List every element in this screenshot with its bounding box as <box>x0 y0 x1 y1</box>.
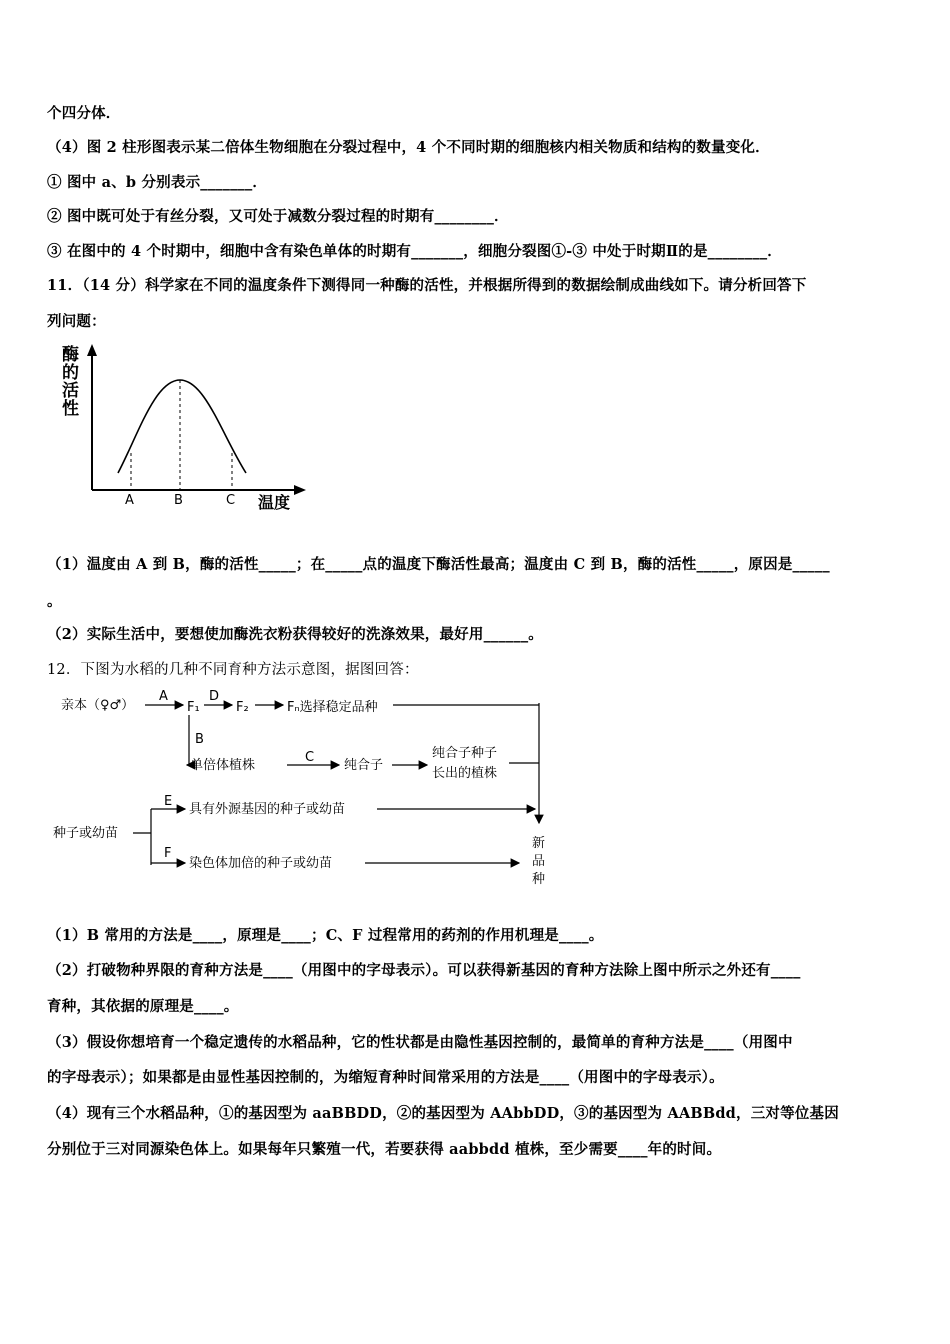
f1-label: F₁ <box>187 700 200 715</box>
homozygote-label: 纯合子 <box>344 758 384 773</box>
dashed-guides <box>131 380 232 490</box>
question-11-stem-cont: 列问题： <box>47 313 106 330</box>
text-line-4: ② 图中既可处于有丝分裂，又可处于减数分裂过程的时期有________． <box>47 208 509 225</box>
text-line-1: 个四分体． <box>47 105 121 122</box>
activity-curve <box>118 380 246 473</box>
breeding-methods-figure <box>47 685 557 895</box>
seed-or-seedling-label: 种子或幼苗 <box>53 826 119 841</box>
point-b-label: B <box>174 493 183 508</box>
axes <box>92 350 300 490</box>
y-label-char-1: 酶 <box>62 345 79 365</box>
homo-seed-label-1: 纯合子种子 <box>432 746 498 761</box>
question-12-part-1: （1）B 常用的方法是____，原理是____；C、F 过程常用的药剂的作用机理是____。 <box>47 927 604 944</box>
x-axis-label: 温度 <box>258 493 291 512</box>
question-12-part-3-cont: 的字母表示）；如果都是由显性基因控制的，为缩短育种时间常采用的方法是____（用图中的字母表示）。 <box>47 1069 724 1086</box>
step-d-label: D <box>209 689 220 704</box>
question-12-part-4: （4）现有三个水稻品种，①的基因型为 aaBBDD，②的基因型为 AAbbDD，③的基因型为 AABBdd，三对等位基因 <box>47 1105 839 1122</box>
step-f-label: F <box>164 846 172 861</box>
enzyme-activity-figure <box>60 340 310 515</box>
y-label-char-2: 的 <box>62 363 79 383</box>
step-b-label: B <box>195 732 204 747</box>
step-c-label: C <box>305 750 315 765</box>
foreign-gene-label: 具有外源基因的种子或幼苗 <box>189 802 346 817</box>
new-variety-char-2: 品 <box>532 854 546 869</box>
chromosome-doubled-label: 染色体加倍的种子或幼苗 <box>189 856 333 871</box>
question-12-part-3: （3）假设你想培育一个稳定遗传的水稻品种，它的性状都是由隐性基因控制的，最简单的育种方法是____（用图中 <box>47 1034 793 1051</box>
y-label-char-4: 性 <box>62 399 79 419</box>
x-axis-arrow <box>294 485 306 495</box>
new-variety-char-1: 新 <box>532 836 546 851</box>
question-11-part-2: （2）实际生活中，要想使加酶洗衣粉获得较好的洗涤效果，最好用______。 <box>47 626 543 643</box>
question-11-part-1: （1）温度由 A 到 B，酶的活性_____；在_____点的温度下酶活性最高；温度由 C 到 B，酶的活性_____，原因是_____ <box>47 556 830 573</box>
step-e-label: E <box>164 794 173 809</box>
question-11-part-1-end: 。 <box>47 593 62 610</box>
haploid-label: 单倍体植株 <box>190 758 256 773</box>
question-12-stem: 12．下图为水稻的几种不同育种方法示意图，据图回答： <box>47 662 419 678</box>
homo-seed-label-2: 长出的植株 <box>432 766 498 781</box>
breeding-arrows <box>133 703 539 865</box>
question-11-stem: 11．（14 分）科学家在不同的温度条件下测得同一种酶的活性，并根据所得到的数据绘制成曲线如下。请分析回答下 <box>47 277 807 294</box>
y-axis-arrow <box>87 344 97 356</box>
question-12-part-2: （2）打破物种界限的育种方法是____（用图中的字母表示）。可以获得新基因的育种方法除上图中所示之外还有____ <box>47 962 801 979</box>
y-label-char-3: 活 <box>62 381 79 401</box>
fn-select-label: Fₙ选择稳定品种 <box>287 700 378 715</box>
question-12-part-2-cont: 育种，其依据的原理是____。 <box>47 998 239 1015</box>
point-c-label: C <box>226 493 236 508</box>
new-variety-char-3: 种 <box>532 872 546 887</box>
parent-label: 亲本（♀♂） <box>61 698 135 713</box>
text-line-5: ③ 在图中的 4 个时期中，细胞中含有染色单体的时期有_______，细胞分裂图①-③ 中处于时期Ⅱ的是________． <box>47 243 782 260</box>
text-line-2: （4）图 2 柱形图表示某二倍体生物细胞在分裂过程中，4 个不同时期的细胞核内相关物质和结构的数量变化． <box>47 139 770 156</box>
point-a-label: A <box>125 493 134 508</box>
step-a-label: A <box>159 689 168 704</box>
text-line-3: ① 图中 a、b 分别表示_______． <box>47 174 268 191</box>
question-12-part-4-cont: 分别位于三对同源染色体上。如果每年只繁殖一代，若要获得 aabbdd 植株，至少需要____年的时间。 <box>47 1141 722 1158</box>
f2-label: F₂ <box>236 700 249 715</box>
